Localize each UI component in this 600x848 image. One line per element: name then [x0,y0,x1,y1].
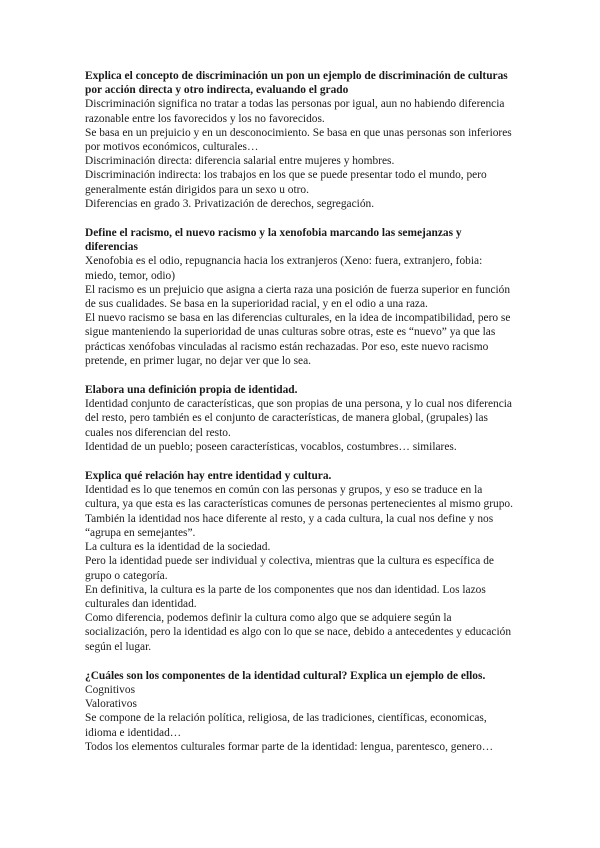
paragraph: Se compone de la relación política, religiosa, de las tradiciones, científicas, economicas, idioma e identidad… [85,712,487,739]
section-heading: ¿Cuáles son los componentes de la identidad cultural? Explica un ejemplo de ellos. [85,669,486,682]
section-identidad [85,383,515,454]
paragraph: Identidad es lo que tenemos en común con las personas y grupos, y eso se traduce en la cultura, ya que esta es las características comunes de personas pertenecientes al mismo grupo. [85,484,513,511]
document-page [85,69,515,769]
section-identidad-cultura [85,469,515,654]
paragraph: Identidad de un pueblo; poseen características, vocablos, costumbres… similares. [85,440,457,453]
paragraph: Discriminación significa no tratar a todas las personas por igual, aun no habiendo diferencia razonable entre los favorecidos y los no favorecidos. [85,98,505,125]
paragraph: Se basa en un prejuicio y en un desconocimiento. Se basa en que unas personas son inferiores por motivos económicos, culturales… [85,126,512,154]
paragraph: Como diferencia, podemos definir la cultura como algo que se adquiere según la socialización, pero la identidad es algo con lo que se nace, debido a antecedentes y educación según el lugar. [85,612,512,653]
paragraph: Valorativos [85,698,137,711]
paragraph: Identidad conjunto de características, que son propias de una persona, y lo cual nos diferencia del resto, pero también es el conjunto de características, de manera global, (grupales) las cuales nos diferencian del resto. [85,398,512,439]
section-heading: Define el racismo, el nuevo racismo y la xenofobia marcando las semejanzas y diferencias [85,227,462,254]
section-heading: Explica el concepto de discriminación un pon un ejemplo de discriminación de culturas por acción directa y otro indirecta, evaluando el grado [85,70,508,97]
paragraph: Cognitivos [85,683,136,696]
section-heading: Explica qué relación hay entre identidad y cultura. [85,470,332,483]
paragraph: Pero la identidad puede ser individual y colectiva, mientras que la cultura es específica de grupo o categoría. [85,555,494,582]
paragraph: Todos los elementos culturales formar parte de la identidad: lengua, parentesco, genero… [85,740,494,753]
section-racismo [85,226,515,368]
paragraph: Diferencias en grado 3. Privatización de derechos, segregación. [85,197,375,210]
paragraph: Discriminación indirecta: los trabajos en los que se puede presentar todo el mundo, pero generalmente están dirigidos para un sexo u otro. [85,169,487,196]
paragraph: Discriminación directa: diferencia salarial entre mujeres y hombres. [85,155,395,168]
paragraph: Xenofobia es el odio, repugnancia hacia los extranjeros (Xeno: fuera, extranjero, fobia: miedo, temor, odio) [85,255,483,282]
section-heading: Elabora una definición propia de identidad. [85,384,298,397]
paragraph: También la identidad nos hace diferente al resto, y a cada cultura, la cual nos define y nos “agrupa en semejantes”. [85,512,494,539]
paragraph: La cultura es la identidad de la sociedad. [85,541,271,554]
section-componentes [85,669,515,754]
section-discriminacion [85,69,515,211]
paragraph: El nuevo racismo se basa en las diferencias culturales, en la idea de incompatibilidad, pero se sigue manteniendo la superioridad de unas culturas sobre otras, este es “nuevo” ya que las prácticas xenófobas vinculadas al racismo están rechazadas. Por eso, este nuevo racismo pretende, en primer lugar, no dejar ver que lo sea. [85,312,511,367]
paragraph: En definitiva, la cultura es la parte de los componentes que nos dan identidad. Los lazos culturales dan identidad. [85,583,486,610]
paragraph: El racismo es un prejuicio que asigna a cierta raza una posición de fuerza superior en función de sus cualidades. Se basa en la superioridad racial, y en el odio a una raza. [85,283,511,311]
